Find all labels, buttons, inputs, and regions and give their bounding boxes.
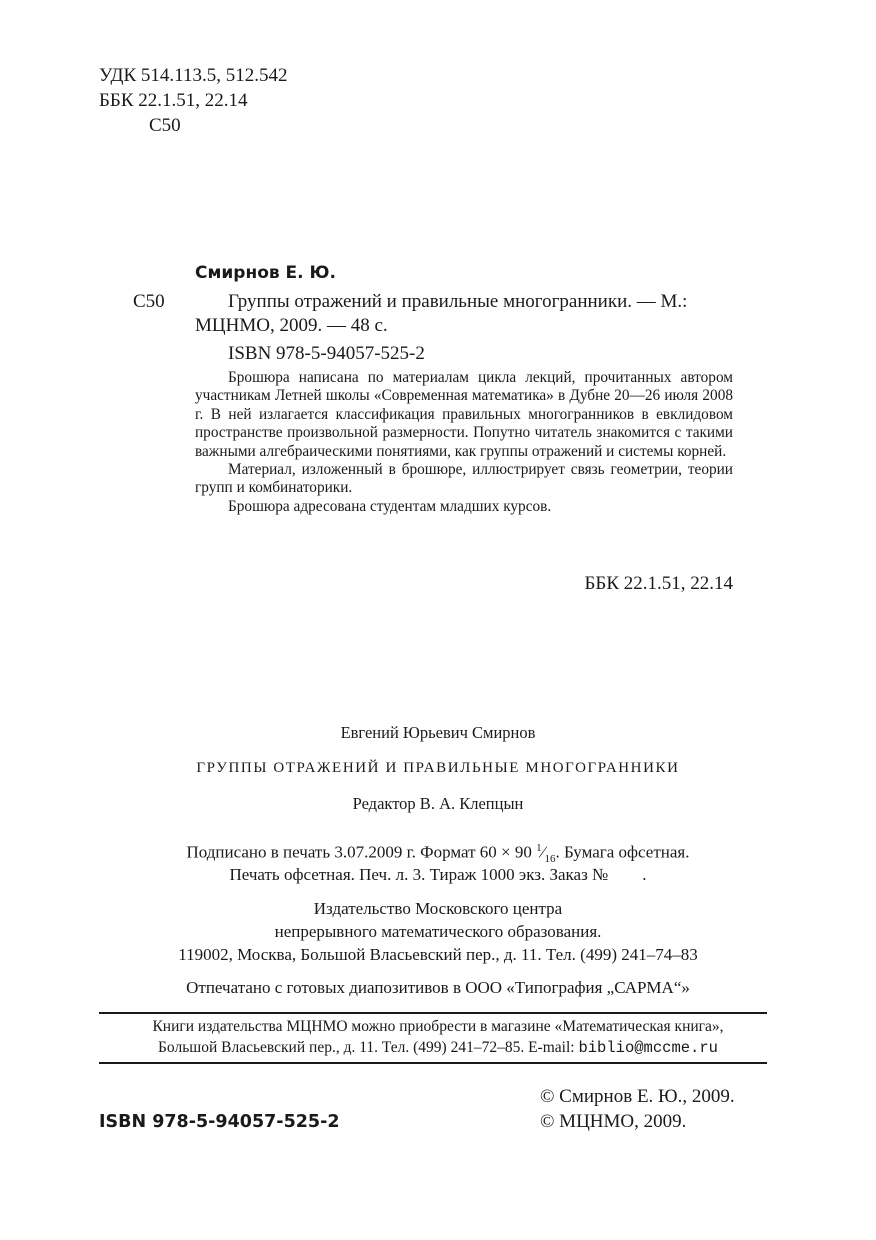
copyright-author: © Смирнов Е. Ю., 2009. — [540, 1086, 735, 1107]
paper-type-text: . Бумага офсетная. — [555, 842, 690, 862]
abstract — [195, 369, 733, 516]
shop-line2 — [0, 1039, 876, 1057]
shop-line1: Книги издательства МЦНМО можно приобрести в магазине «Математическая книга», — [152, 1018, 724, 1035]
publisher-address: 119002, Москва, Большой Власьевский пер., д. 11. Тел. (499) 241–74–83 — [178, 945, 698, 964]
format-numerator: 1 — [536, 842, 542, 854]
copyright-publisher: © МЦНМО, 2009. — [540, 1111, 687, 1132]
shop-email: biblio@mccme.ru — [578, 1039, 718, 1057]
printed-by: Отпечатано с готовых диапозитивов в ООО «Типография „САРМА“» — [186, 978, 690, 997]
imprint-author: Евгений Юрьевич Смирнов — [340, 723, 536, 742]
record-title-line1: Группы отражений и правильные многогранники. — М.: — [228, 291, 688, 312]
publisher-line2: непрерывного математического образования. — [274, 922, 602, 941]
imprint-editor: Редактор В. А. Клепцын — [352, 794, 524, 813]
bbk-code: ББК 22.1.51, 22.14 — [99, 90, 248, 111]
divider-bottom — [99, 1062, 767, 1064]
classification-codes — [99, 63, 287, 138]
shop-address: Большой Власьевский пер., д. 11. Тел. (499) 241–72–85. E-mail: — [158, 1039, 579, 1056]
record-bbk-right: ББК 22.1.51, 22.14 — [584, 573, 733, 594]
udk-code: УДК 514.113.5, 512.542 — [99, 65, 288, 86]
format-denominator: 16 — [544, 853, 556, 866]
record-author: Смирнов Е. Ю. — [195, 263, 336, 283]
abstract-paragraph: Брошюра написана по материалам цикла лекций, прочитанных автором участникам Летней школы «Современная математика» в Дубне 20—26 июля 2008 г. В ней излагается классификация правильных многогранников в евклидовом пространстве произвольной размерности. Попутно читатель знакомится с такими важными алгебраическими понятиями, как группы отражений и системы корней. — [195, 369, 733, 460]
record-left-code: С50 — [133, 291, 165, 312]
print-details-line2: Печать офсетная. Печ. л. 3. Тираж 1000 экз. Заказ № . — [229, 865, 647, 884]
divider-top — [99, 1012, 767, 1014]
author-mark: С50 — [149, 115, 181, 136]
print-details-line1: Подписано в печать 3.07.2009 г. Формат 60 × 90 $^1⁄_{16}$. Бумага офсетная. — [186, 842, 690, 866]
publisher-line1: Издательство Московского центра — [313, 899, 563, 918]
abstract-paragraph: Материал, изложенный в брошюре, иллюстрирует связь геометрии, теории групп и комбинаторики. — [195, 461, 733, 497]
abstract-paragraph: Брошюра адресована студентам младших курсов. — [228, 497, 552, 515]
print-format-text: Подписано в печать 3.07.2009 г. Формат 60 × 90 — [186, 842, 532, 862]
imprint-title: ГРУППЫ ОТРАЖЕНИЙ И ПРАВИЛЬНЫЕ МНОГОГРАННИКИ — [196, 760, 680, 776]
record-isbn: ISBN 978-5-94057-525-2 — [228, 343, 425, 364]
footer-isbn: ISBN 978-5-94057-525-2 — [99, 1112, 340, 1132]
record-title-line2: МЦНМО, 2009. — 48 с. — [195, 315, 388, 336]
